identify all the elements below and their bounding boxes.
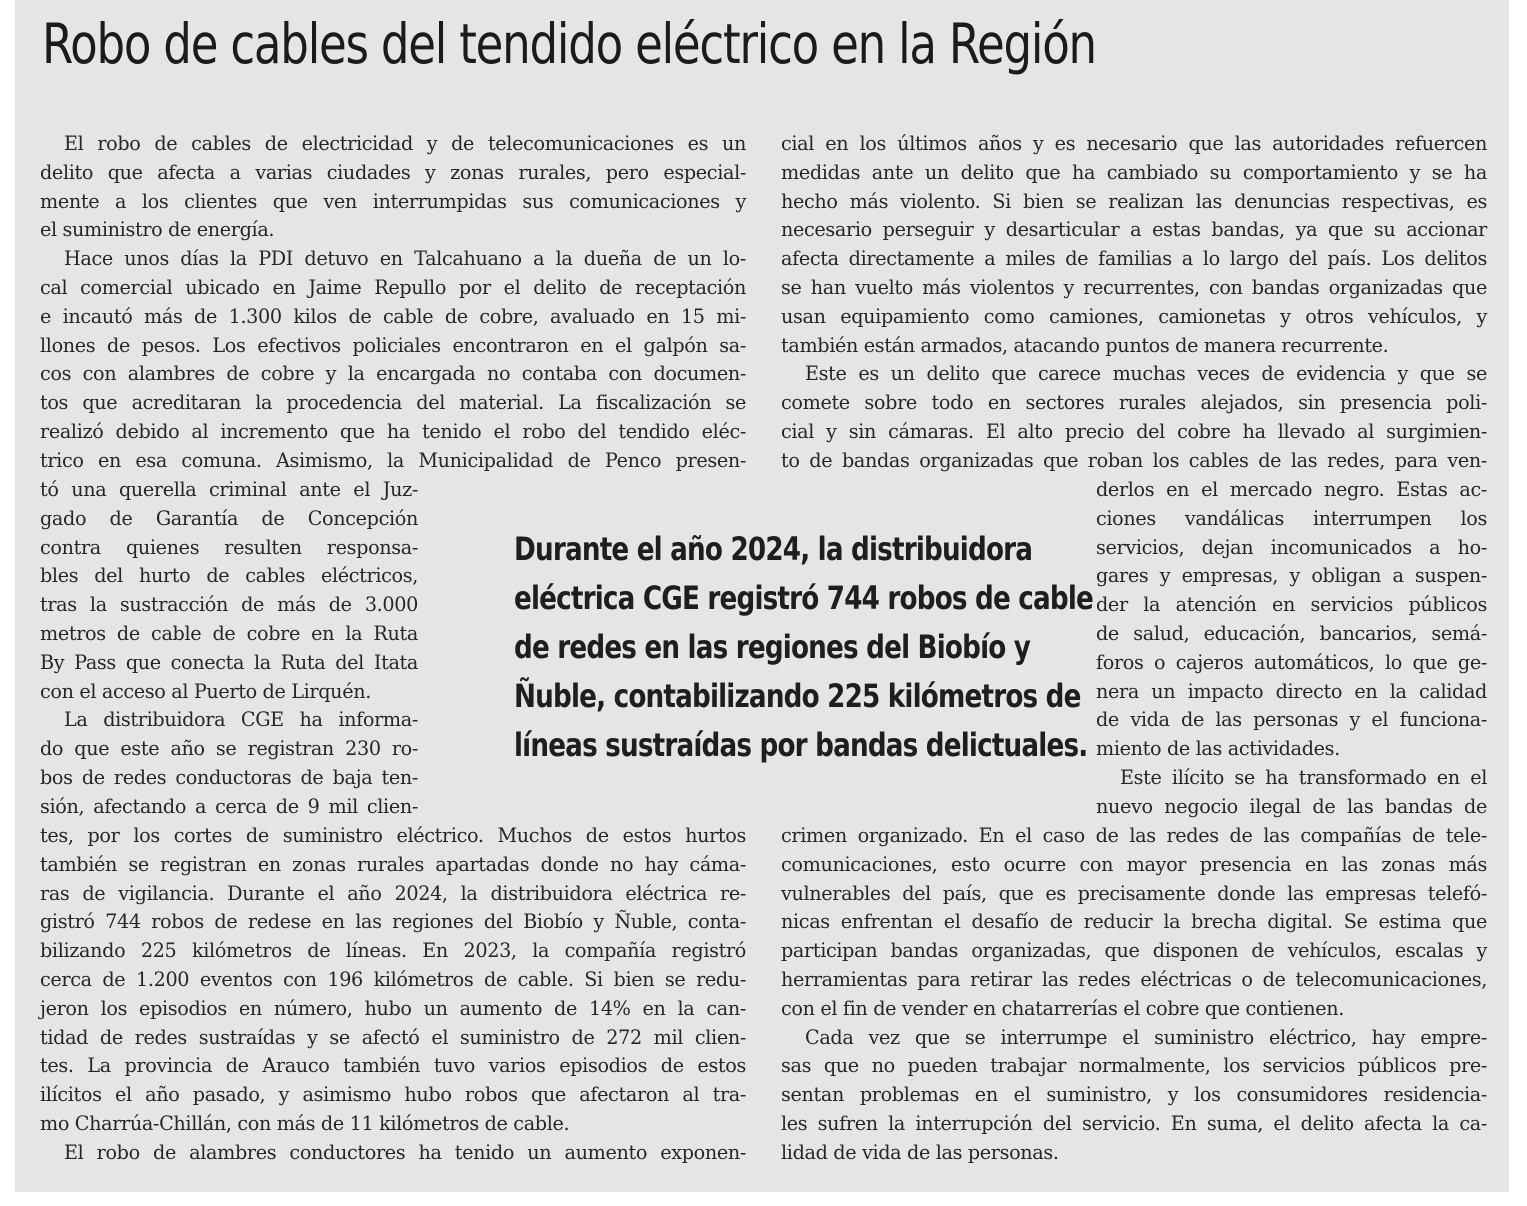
text-line: también están armados, atacando puntos de manera recurrente. bbox=[781, 333, 1389, 357]
left-column-top bbox=[40, 130, 746, 476]
text-line: contra quienes resulten responsa- bbox=[40, 535, 418, 559]
text-line: se han vuelto más violentos y recurrentes, con bandas organizadas que bbox=[781, 275, 1487, 299]
pull-quote-line: Durante el año 2024, la distribuidora bbox=[514, 530, 1033, 568]
text-line: tos que acreditaran la procedencia del material. La fiscalización se bbox=[40, 391, 746, 415]
text-line: con el acceso al Puerto de Lirquén. bbox=[40, 679, 371, 703]
text-line: Cada vez que se interrumpe el suministro eléctrico, hay empre- bbox=[805, 1025, 1487, 1049]
text-line: nuevo negocio ilegal de las bandas de bbox=[1096, 794, 1487, 818]
text-line: Hace unos días la PDI detuvo en Talcahuano a la dueña de un lo- bbox=[64, 247, 746, 271]
text-line: ras de vigilancia. Durante el año 2024, la distribuidora eléctrica re- bbox=[40, 881, 746, 905]
text-line: llones de pesos. Los efectivos policiales encontraron en el galpón sa- bbox=[40, 333, 746, 357]
text-line: La distribuidora CGE ha informa- bbox=[64, 708, 418, 732]
text-line: El robo de alambres conductores ha tenido un aumento exponen- bbox=[64, 1140, 746, 1164]
right-column-bottom bbox=[781, 822, 1487, 1168]
text-line: crimen organizado. En el caso de las redes de las compañías de tele- bbox=[781, 824, 1487, 847]
text-line: comete sobre todo en sectores rurales alejados, sin presencia poli- bbox=[781, 391, 1487, 415]
text-line: necesario perseguir y desarticular a estas bandas, ya que su accionar bbox=[781, 218, 1487, 242]
right-column-top bbox=[781, 130, 1487, 476]
pull-quote-line: líneas sustraídas por bandas delictuales. bbox=[514, 726, 1088, 764]
text-line: gistró 744 robos de redese en las regiones del Biobío y Ñuble, conta- bbox=[40, 910, 746, 934]
text-line: sión, afectando a cerca de 9 mil clien- bbox=[40, 794, 418, 818]
text-line: herramientas para retirar las redes eléctricas o de telecomunicaciones, bbox=[781, 967, 1487, 991]
text-line: cial y sin cámaras. El alto precio del cobre ha llevado al surgimien- bbox=[781, 419, 1487, 443]
text-line: sas que no pueden trabajar normalmente, los servicios públicos pre- bbox=[781, 1054, 1487, 1078]
text-line: delito que afecta a varias ciudades y zonas rurales, pero especial- bbox=[40, 160, 746, 184]
text-line: bles del hurto de cables eléctricos, bbox=[40, 564, 418, 588]
text-line: el suministro de energía. bbox=[40, 218, 275, 242]
text-line: tó una querella criminal ante el Juz- bbox=[40, 478, 418, 501]
text-line: ilícitos el año pasado, y asimismo hubo robos que afectaron al tra- bbox=[40, 1083, 746, 1107]
text-line: e incautó más de 1.300 kilos de cable de cobre, avaluado en 15 mi- bbox=[40, 304, 746, 328]
text-line: metros de cable de cobre en la Ruta bbox=[40, 621, 418, 645]
text-line: trico en esa comuna. Asimismo, la Municipalidad de Penco presen- bbox=[40, 448, 746, 472]
text-line: By Pass que conecta la Ruta del Itata bbox=[40, 650, 418, 674]
text-line: tes. La provincia de Arauco también tuvo varios episodios de estos bbox=[40, 1054, 746, 1078]
text-line: tes, por los cortes de suministro eléctrico. Muchos de estos hurtos bbox=[40, 824, 746, 847]
left-column-narrow bbox=[40, 476, 418, 822]
text-line: afecta directamente a miles de familias a lo largo del país. Los delitos bbox=[781, 247, 1487, 271]
text-line: vulnerables del país, que es precisamente donde las empresas telefó- bbox=[781, 881, 1487, 905]
text-line: gares y empresas, y obligan a suspen- bbox=[1096, 564, 1487, 588]
text-line: tidad de redes sustraídas y se afectó el suministro de 272 mil clien- bbox=[40, 1025, 746, 1049]
text-line: comunicaciones, esto ocurre con mayor presencia en las zonas más bbox=[781, 852, 1487, 876]
text-line: con el fin de vender en chatarrerías el cobre que contienen. bbox=[781, 996, 1345, 1020]
text-line: bos de redes conductoras de baja ten- bbox=[40, 765, 418, 789]
text-line: también se registran en zonas rurales apartadas donde no hay cáma- bbox=[40, 852, 746, 876]
text-line: de vida de las personas y el funciona- bbox=[1096, 708, 1487, 732]
text-line: usan equipamiento como camiones, camionetas y otros vehículos, y bbox=[781, 304, 1487, 328]
text-line: hecho más violento. Si bien se realizan las denuncias respectivas, es bbox=[781, 189, 1487, 213]
headline: Robo de cables del tendido eléctrico en la Región bbox=[42, 12, 1096, 76]
text-line: foros o cajeros automáticos, lo que ge- bbox=[1096, 650, 1487, 674]
text-line: de salud, educación, bancarios, semá- bbox=[1096, 621, 1487, 645]
text-line: Este ilícito se ha transformado en el bbox=[1120, 765, 1487, 789]
text-line: ciones vandálicas interrumpen los bbox=[1096, 506, 1487, 530]
text-line: bilizando 225 kilómetros de líneas. En 2023, la compañía registró bbox=[40, 939, 746, 963]
pull-quote bbox=[460, 525, 1094, 770]
text-line: realizó debido al incremento que ha tenido el robo del tendido eléc- bbox=[40, 419, 746, 443]
text-line: mo Charrúa-Chillán, con más de 11 kilómetros de cable. bbox=[40, 1111, 570, 1135]
text-line: der la atención en servicios públicos bbox=[1096, 593, 1487, 617]
text-line: to de bandas organizadas que roban los cables de las redes, para ven- bbox=[781, 448, 1487, 472]
text-line: cial en los últimos años y es necesario que las autoridades refuercen bbox=[781, 132, 1487, 155]
text-line: derlos en el mercado negro. Estas ac- bbox=[1096, 478, 1487, 501]
text-line: sentan problemas en el suministro, y los consumidores residencia- bbox=[781, 1083, 1487, 1107]
text-line: servicios, dejan incomunicados a ho- bbox=[1096, 535, 1487, 559]
text-line: do que este año se registran 230 ro- bbox=[40, 737, 418, 761]
text-line: nicas enfrentan el desafío de reducir la brecha digital. Se estima que bbox=[781, 910, 1487, 934]
text-line: Este es un delito que carece muchas veces de evidencia y que se bbox=[805, 362, 1487, 386]
text-line: gado de Garantía de Concepción bbox=[40, 506, 418, 530]
pull-quote-line: de redes en las regiones del Biobío y bbox=[514, 628, 1031, 666]
text-line: mente a los clientes que ven interrumpidas sus comunicaciones y bbox=[40, 189, 746, 213]
left-column-bottom bbox=[40, 822, 746, 1168]
text-line: cos con alambres de cobre y la encargada no contaba con documen- bbox=[40, 362, 746, 386]
text-line: miento de las actividades. bbox=[1096, 737, 1340, 761]
text-line: tras la sustracción de más de 3.000 bbox=[40, 593, 418, 617]
text-line: cerca de 1.200 eventos con 196 kilómetros de cable. Si bien se redu- bbox=[40, 967, 746, 991]
pull-quote-line: eléctrica CGE registró 744 robos de cable bbox=[514, 579, 1094, 617]
text-line: medidas ante un delito que ha cambiado su comportamiento y se ha bbox=[781, 160, 1487, 184]
right-column-narrow bbox=[1096, 476, 1487, 822]
text-line: participan bandas organizadas, que disponen de vehículos, escalas y bbox=[781, 939, 1487, 963]
pull-quote-line: Ñuble, contabilizando 225 kilómetros de bbox=[514, 677, 1081, 715]
text-line: lidad de vida de las personas. bbox=[781, 1140, 1059, 1164]
text-line: jeron los episodios en número, hubo un aumento de 14% en la can- bbox=[40, 996, 746, 1020]
text-line: El robo de cables de electricidad y de telecomunicaciones es un bbox=[64, 132, 746, 155]
text-line: nera un impacto directo en la calidad bbox=[1096, 679, 1487, 703]
text-line: cal comercial ubicado en Jaime Repullo por el delito de receptación bbox=[40, 275, 746, 299]
text-line: les sufren la interrupción del servicio. En suma, el delito afecta la ca- bbox=[781, 1111, 1487, 1135]
